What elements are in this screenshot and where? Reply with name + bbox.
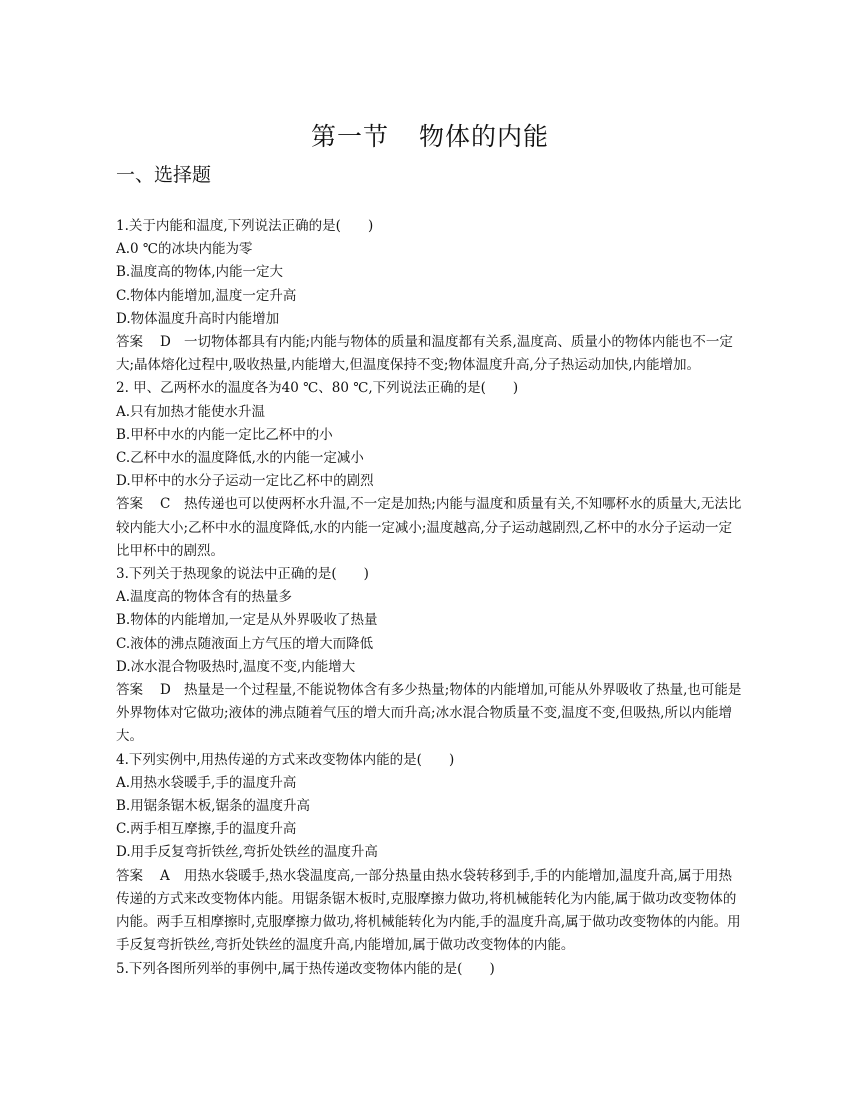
option-c: C.乙杯中水的温度降低,水的内能一定减小 — [116, 450, 364, 467]
question-1 — [116, 215, 744, 377]
option-c: C.物体内能增加,温度一定升高 — [116, 287, 297, 304]
option-d: D.用手反复弯折铁丝,弯折处铁丝的温度升高 — [116, 844, 378, 861]
title-part-2: 物体的内能 — [419, 122, 550, 151]
option-a: A.0 ℃的冰块内能为零 — [116, 241, 253, 258]
option-d: D.甲杯中的水分子运动一定比乙杯中的剧烈 — [116, 473, 374, 490]
section-heading: 一、选择题 — [116, 164, 212, 186]
option-b: B.用锯条锯木板,锯条的温度升高 — [116, 798, 311, 815]
answer-key: C — [160, 496, 171, 513]
page-title — [0, 117, 860, 153]
option-a: A.用热水袋暖手,手的温度升高 — [116, 774, 297, 791]
answer-block — [116, 679, 744, 749]
option-b: B.甲杯中水的内能一定比乙杯中的小 — [116, 426, 333, 443]
answer-label: 答案 — [116, 867, 143, 884]
option-b: B.温度高的物体,内能一定大 — [116, 264, 284, 281]
question-2 — [116, 377, 744, 563]
option-d: D.冰水混合物吸热时,温度不变,内能增大 — [116, 658, 356, 675]
question-stem: 2. 甲、乙两杯水的温度各为40 ℃、80 ℃,下列说法正确的是( ) — [116, 380, 519, 397]
option-a: A.只有加热才能使水升温 — [116, 403, 266, 420]
answer-key: D — [160, 334, 171, 351]
question-list — [116, 215, 744, 981]
answer-key: D — [160, 682, 171, 699]
option-d: D.物体温度升高时内能增加 — [116, 310, 280, 327]
option-c: C.两手相互摩擦,手的温度升高 — [116, 821, 297, 838]
answer-label: 答案 — [116, 496, 143, 513]
question-stem: 4.下列实例中,用热传递的方式来改变物体内能的是( ) — [116, 751, 455, 768]
question-stem: 3.下列关于热现象的说法中正确的是( ) — [116, 566, 369, 583]
option-b: B.物体的内能增加,一定是从外界吸收了热量 — [116, 612, 378, 629]
title-part-1: 第一节 — [310, 122, 389, 151]
question-5 — [116, 958, 744, 981]
answer-block — [116, 331, 744, 377]
answer-label: 答案 — [116, 334, 143, 351]
question-4 — [116, 749, 744, 958]
option-a: A.温度高的物体含有的热量多 — [116, 589, 293, 606]
answer-label: 答案 — [116, 682, 143, 699]
question-stem: 5.下列各图所列举的事例中,属于热传递改变物体内能的是( ) — [116, 960, 495, 977]
answer-explanation: 热量是一个过程量,不能说物体含有多少热量;物体的内能增加,可能从外界吸收了热量,也可能是外界物体对它做功;液体的沸点随着气压的增大而升高;冰水混合物质量不变,温度不变,但吸热,所以内能增大。 — [116, 682, 742, 745]
answer-key: A — [160, 867, 170, 884]
option-c: C.液体的沸点随液面上方气压的增大而降低 — [116, 635, 374, 652]
answer-block — [116, 865, 744, 958]
question-3 — [116, 563, 744, 749]
question-stem: 1.关于内能和温度,下列说法正确的是( ) — [116, 218, 374, 234]
answer-explanation: 热传递也可以使两杯水升温,不一定是加热;内能与温度和质量有关,不知哪杯水的质量大,无法比较内能大小;乙杯中水的温度降低,水的内能一定减小;温度越高,分子运动越剧烈,乙杯中的水分子运动一定比甲杯中的剧烈。 — [116, 496, 742, 559]
answer-explanation: 一切物体都具有内能;内能与物体的质量和温度都有关系,温度高、质量小的物体内能也不一定大;晶体熔化过程中,吸收热量,内能增大,但温度保持不变;物体温度升高,分子热运动加快,内能增加。 — [116, 334, 733, 374]
answer-block — [116, 493, 744, 563]
answer-explanation: 用热水袋暖手,热水袋温度高,一部分热量由热水袋转移到手,手的内能增加,温度升高,属于用热传递的方式来改变物体内能。用锯条锯木板时,克服摩擦力做功,将机械能转化为内能,属于做功改变物体的内能。两手互相摩擦时,克服摩擦力做功,将机械能转化为内能,手的温度升高,属于做功改变物体的内能。用手反复弯折铁丝,弯折处铁丝的温度升高,内能增加,属于做功改变物体的内能。 — [116, 867, 741, 954]
